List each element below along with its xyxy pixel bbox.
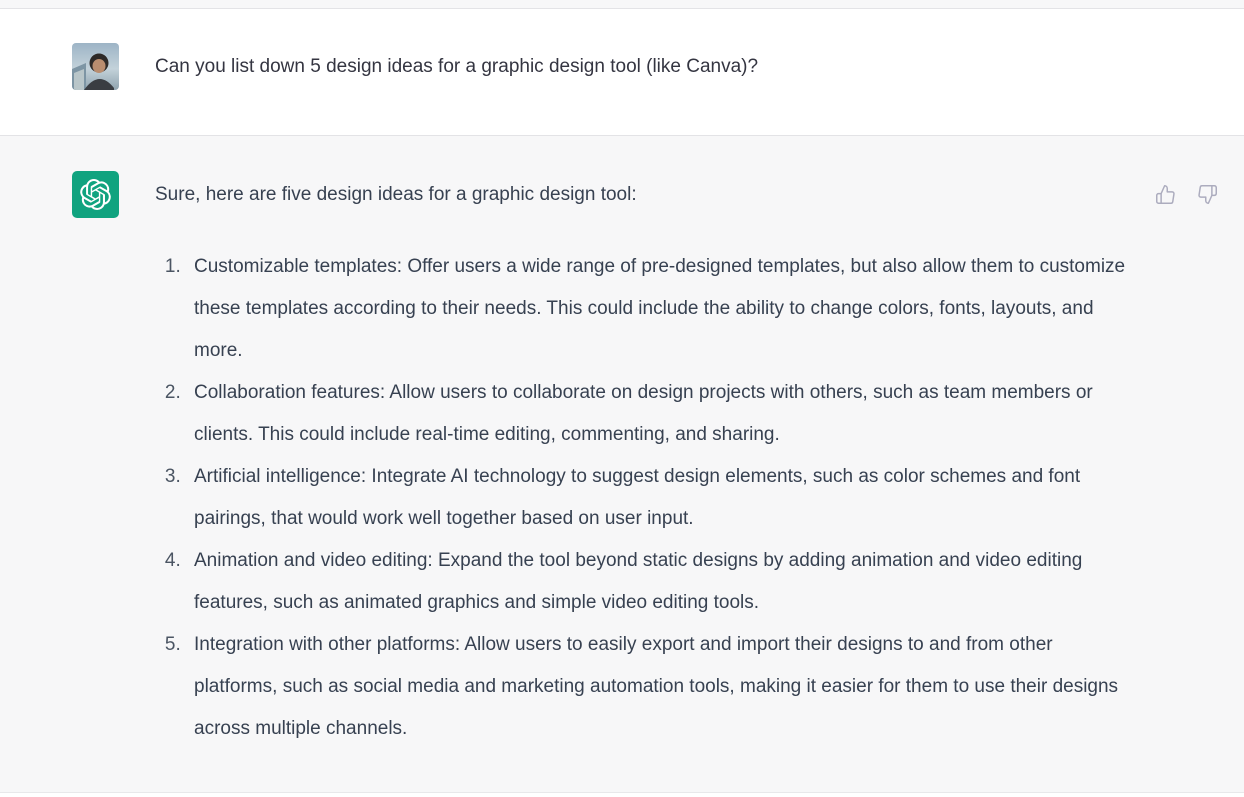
assistant-message-row [0,136,1244,793]
list-item: 5. Integration with other platforms: Allow users to easily export and import their designs to and from other platforms, such as social media and marketing automation tools, making it easier for them to use their designs across multiple channels. [186,624,1130,750]
list-item: 2. Collaboration features: Allow users to collaborate on design projects with others, such as team members or clients. This could include real-time editing, commenting, and sharing. [186,372,1130,456]
thumbs-down-button[interactable] [1196,183,1218,205]
assistant-avatar [72,171,119,218]
assistant-message-content [155,171,1130,750]
thumbs-up-button[interactable] [1154,183,1176,205]
message-actions [1154,171,1244,205]
list-item: 4. Animation and video editing: Expand the tool beyond static designs by adding animation and video editing features, such as animated graphics and simple video editing tools. [186,540,1130,624]
user-message-text: Can you list down 5 design ideas for a graphic design tool (like Canva)? [155,56,759,77]
user-avatar-image [72,43,119,90]
user-avatar [72,43,119,90]
list-item: 1. Customizable templates: Offer users a wide range of pre-designed templates, but also allow them to customize these templates according to their needs. This could include the ability to change colors, fonts, layouts, and more. [186,246,1130,372]
openai-logo-icon [80,179,111,210]
thumbs-up-icon [1155,184,1176,205]
thumbs-down-icon [1197,184,1218,205]
list-item: 3. Artificial intelligence: Integrate AI technology to suggest design elements, such as color schemes and font pairings, that would work well together based on user input. [186,456,1130,540]
user-message-content [155,43,1130,81]
assistant-intro-text: Sure, here are five design ideas for a graphic design tool: [155,184,637,205]
ideas-list [155,246,1130,750]
next-message-edge [0,793,1244,796]
previous-message-edge [0,0,1244,9]
user-message-row [0,9,1244,136]
